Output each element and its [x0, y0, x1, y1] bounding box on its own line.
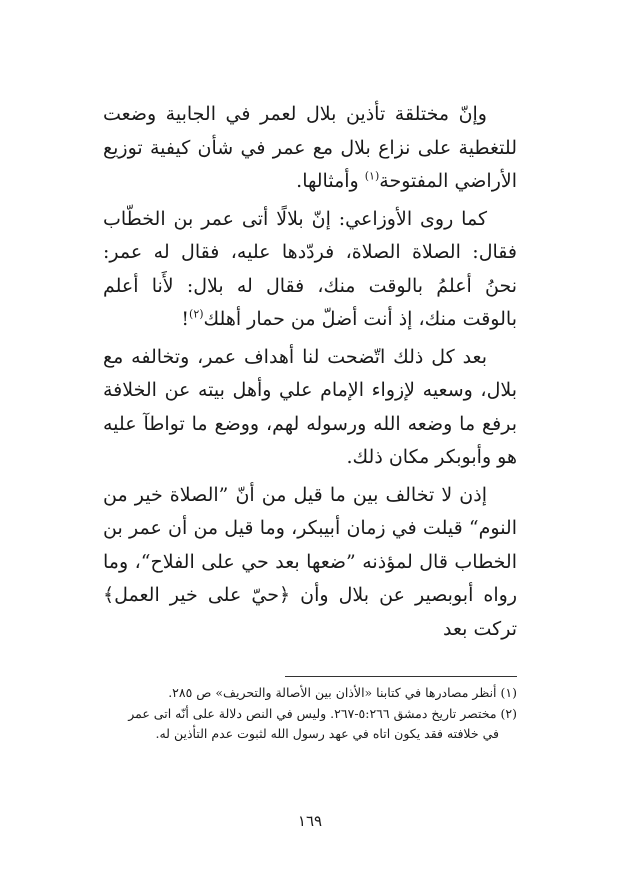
footnote-2-continuation: في خلافته فقد يكون اتاه في عهد رسول الله لثبوت عدم التأذين له. — [155, 726, 499, 741]
footnote-2: (٢) مختصر تاريخ دمشق ٥:٢٦٦-٢٦٧. وليس في النص دلالة على أنّه اتى عمر — [128, 705, 517, 721]
paragraph-1: وإنّ مختلقة تأذين بلال لعمر في الجابية وضعت للتغطية على نزاع بلال مع عمر في شأن كيفية توزيع الأراضي المفتوحة$^{(١)}$ وأمثالها. — [103, 103, 517, 192]
page-number: ١٦٩ — [297, 812, 323, 830]
footnote-ref-1: (١) — [364, 169, 380, 183]
paragraph-4: إذن لا تخالف بين ما قيل من أنّ ”الصلاة خير من النوم“ قيلت في زمان أبيبكر، وما قيل من أن عمر بن الخطاب قال لمؤذنه ”ضعها بعد حي على الفلاح“، وما رواه أبوبصير عن بلال وأن ﴿حيّ على خير العمل﴾ تركت بعد — [103, 483, 517, 640]
paragraph-2: كما روى الأوزاعي: إنّ بلالًا أتى عمر بن الخطّاب فقال: الصلاة الصلاة، فردّدها عليه، فقال له عمر: نحنُ أعلمُ بالوقت منك، فقال له بلال: لأَنا أعلم بالوقت منك، إذ أنت أضلّ من حمار أهلك$^{(٢)}$! — [103, 207, 517, 330]
footnotes — [103, 683, 517, 745]
main-text — [103, 98, 517, 650]
footnote-divider — [285, 676, 517, 677]
footnote-1: (١) أنظر مصادرها في كتابنا «الأذان بين الأصالة والتحريف» ص ٢٨٥. — [168, 685, 517, 700]
footnote-ref-2: (٢) — [189, 307, 204, 321]
paragraph-3: بعد كل ذلك اتّضحت لنا أهداف عمر، وتخالفه مع بلال، وسعيه لإزواء الإمام علي وأهل بيته عن الخلافة برفع ما وضعه الله ورسوله لهم، ووضع ما تواطآ عليه هو وأبوبكر مكان ذلك. — [103, 345, 517, 468]
